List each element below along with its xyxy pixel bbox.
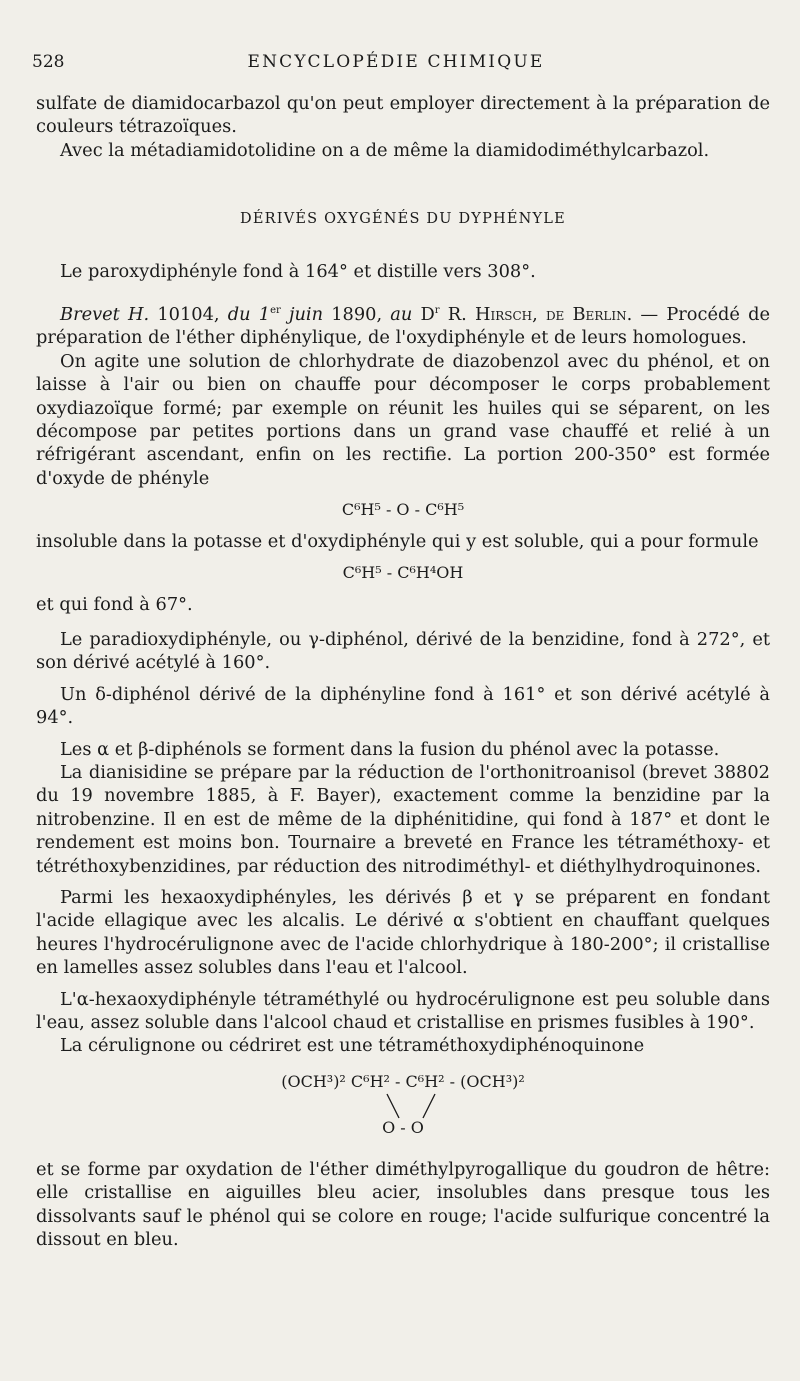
paragraph: La dianisidine se prépare par la réduction de l'orthonitroanisol (brevet 38802 du 19 novembre 1885, à F. Bayer), exactement comme la benzidine par la nitrobenzine. Il en est de même de la diphénitidine, qui fond à 187° et dont le rendement est moins bon. Tournaire a breveté en France les tétraméthoxy- et tétréthoxybenzidines, par réduction des nitrodiméthyl- et diéthylhydroquinones.	[36, 761, 770, 877]
paragraph: insoluble dans la potasse et d'oxydiphényle qui y est soluble, qui a pour formule	[36, 530, 759, 552]
paragraph: Les α et β-diphénols se forment dans la fusion du phénol avec la potasse.	[60, 738, 720, 760]
paragraph: Avec la métadiamidotolidine on a de même la diamidodiméthylcarbazol.	[60, 139, 710, 161]
paragraph: Parmi les hexaoxydiphényles, les dérivés β et γ se préparent en fondant l'acide ellagique avec les alcalis. Le dérivé α s'obtient en chauffant quelques heures l'hydrocérulignone avec de l'acide chlorhydrique à 180-200°; il cristallise en lamelles assez solubles dans l'eau et l'alcool.	[36, 886, 770, 979]
quinone-formula	[253, 1072, 553, 1152]
page-body	[36, 92, 770, 1251]
paragraph: sulfate de diamidocarbazol qu'on peut employer directement à la préparation de couleurs tétrazoïques.	[36, 93, 770, 138]
paragraph: et qui fond à 67°.	[36, 593, 193, 615]
paragraph: Le paradioxydiphényle, ou γ-diphénol, dérivé de la benzidine, fond à 272°, et son dérivé acétylé à 160°.	[36, 628, 770, 674]
paragraph: La cérulignone ou cédriret est une tétraméthoxydiphénoquinone	[60, 1035, 645, 1057]
inventor-name: R. Hirsch, de Berlin.	[439, 304, 633, 326]
paragraph: et se forme par oxydation de l'éther diméthylpyrogallique du goudron de hêtre: elle cristallise en aiguilles bleu acier, insolubles dans presque tous les dissolvants sauf le phénol qui se colore en rouge; l'acide sulfurique concentré la dissout en bleu.	[36, 1158, 770, 1251]
page-header	[32, 46, 760, 76]
paragraph: Un δ-diphénol dérivé de la diphényline fond à 161° et son dérivé acétylé à 94°.	[36, 683, 770, 729]
paragraph: Le paroxydiphényle fond à 164° et distille vers 308°.	[60, 260, 536, 282]
patent-reference: Brevet H. 10104, du 1er juin 1890, au $D^r$ R. Hirsch, de Berlin. — Procédé de préparation de l'éther diphénylique, de l'oxydiphényle et de leurs homologues.	[36, 304, 770, 349]
page-number: 528	[32, 52, 65, 72]
patent-label: Brevet H.	[60, 304, 150, 326]
section-heading: DÉRIVÉS OXYGÉNÉS DU DYPHÉNYLE	[240, 211, 566, 228]
formula-top-line: (OCH³)² C⁶H² - C⁶H² - (OCH³)²	[281, 1071, 525, 1091]
chemical-formula: C⁶H⁵ - O - C⁶H⁵	[341, 500, 465, 520]
paragraph: L'α-hexaoxydiphényle tétraméthylé ou hydrocérulignone est peu soluble dans l'eau, assez soluble dans l'alcool chaud et cristallise en prismes fusibles à 190°.	[36, 988, 770, 1033]
chemical-formula: C⁶H⁵ - C⁶H⁴OH	[342, 563, 464, 583]
formula-bottom-line: O - O	[382, 1117, 424, 1137]
running-title: ENCYCLOPÉDIE CHIMIQUE	[247, 52, 545, 72]
paragraph: On agite une solution de chlorhydrate de diazobenzol avec du phénol, et on laisse à l'air ou bien on chauffe pour décomposer le corps probablement oxydiazoïque formé; par exemple on réunit les huiles qui se séparent, on les décompose par petites portions dans un grand vase chauffé et relié à un réfrigérant ascendant, enfin on les rectifie. La portion 200-350° est formée d'oxyde de phényle	[36, 350, 770, 489]
